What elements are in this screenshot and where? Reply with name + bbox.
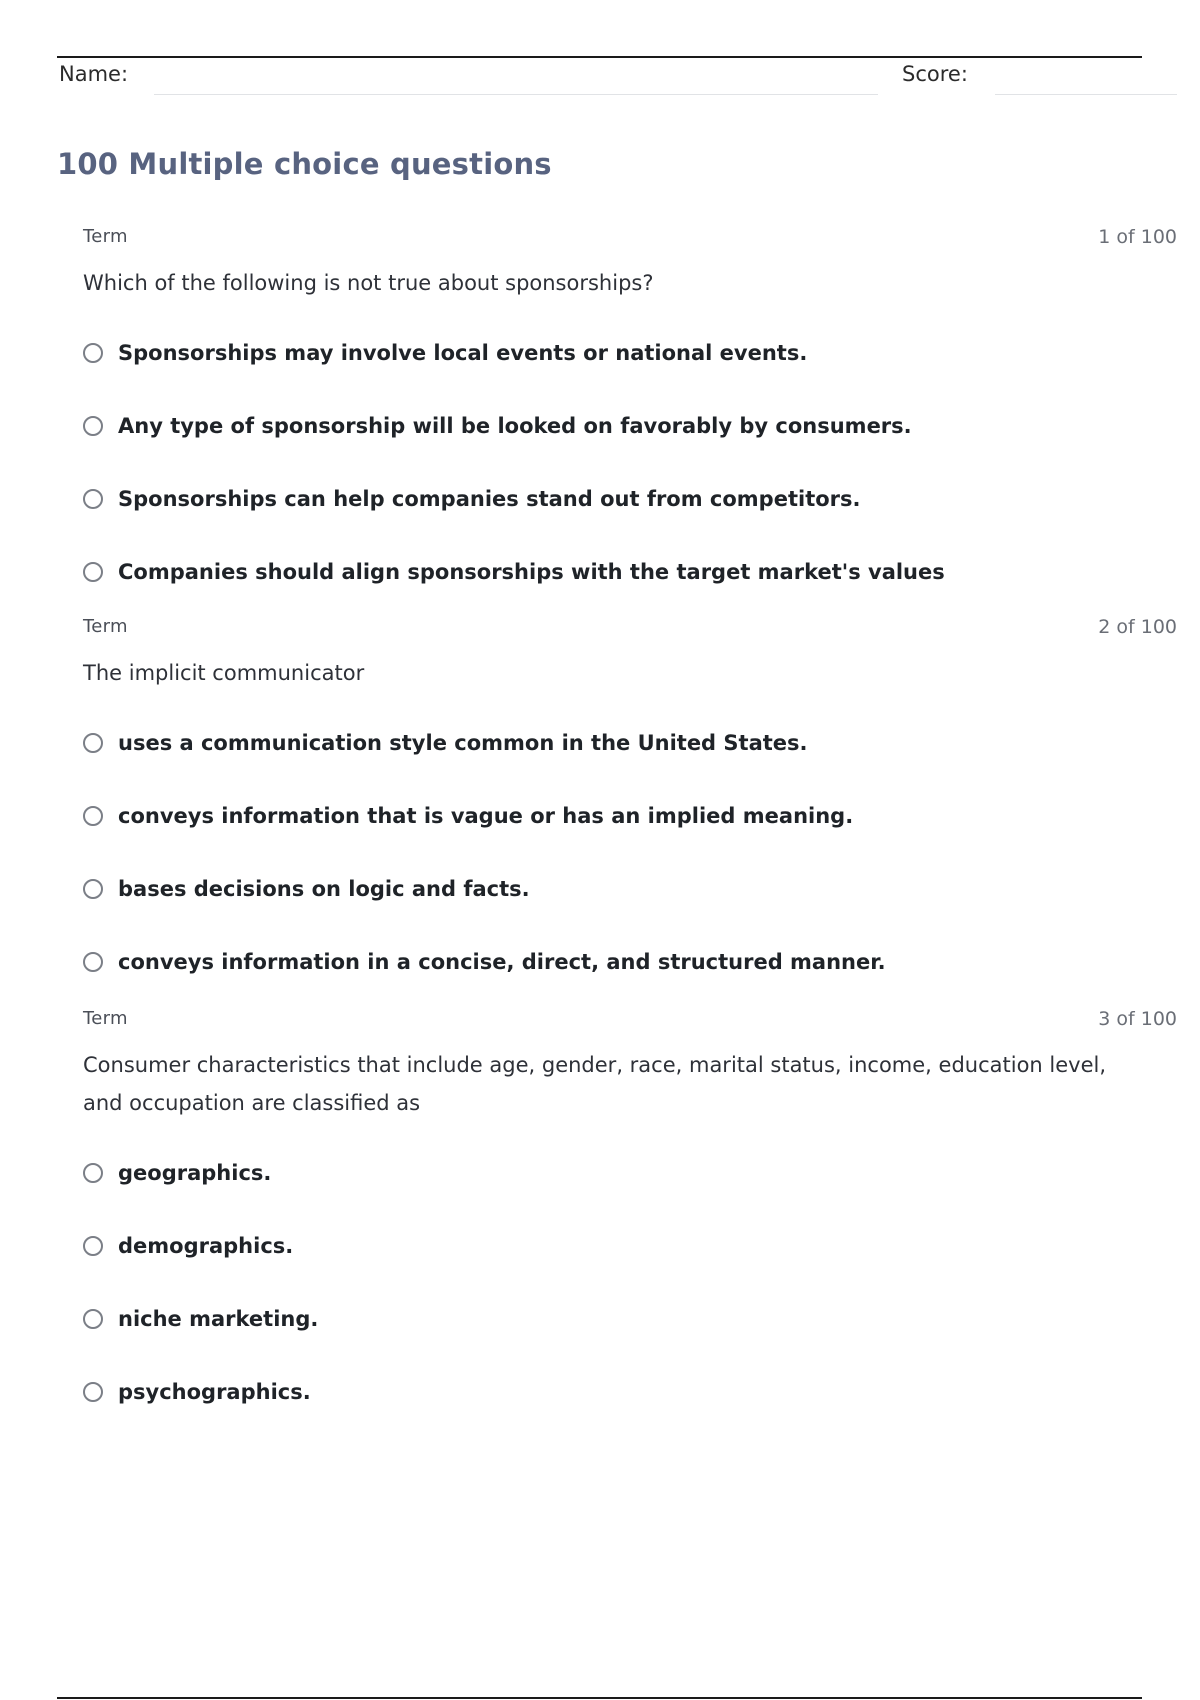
question-text: The implicit communicator <box>83 661 365 685</box>
name-label: Name: <box>59 62 129 86</box>
score-label: Score: <box>902 62 968 86</box>
option-label: bases decisions on logic and facts. <box>118 876 530 901</box>
radio-button[interactable] <box>83 952 103 972</box>
option-label: niche marketing. <box>118 1306 319 1331</box>
answer-option[interactable] <box>83 389 1177 462</box>
answer-option[interactable] <box>83 535 1177 608</box>
term-label: Term <box>83 616 128 637</box>
radio-button[interactable] <box>83 1236 103 1256</box>
answer-option[interactable] <box>83 706 1177 779</box>
question-counter: 1 of 100 <box>1098 226 1177 248</box>
score-field[interactable] <box>995 94 1177 95</box>
bottom-divider <box>57 1697 1142 1699</box>
radio-button[interactable] <box>83 562 103 582</box>
answer-option[interactable] <box>83 1282 1177 1355</box>
radio-button[interactable] <box>83 416 103 436</box>
question-counter: 3 of 100 <box>1098 1008 1177 1030</box>
option-label: conveys information that is vague or has an implied meaning. <box>118 803 854 828</box>
answer-option[interactable] <box>83 316 1177 389</box>
page-title: 100 Multiple choice questions <box>57 147 552 181</box>
option-label: Any type of sponsorship will be looked on favorably by consumers. <box>118 413 912 438</box>
options-list <box>83 316 1177 608</box>
answer-option[interactable] <box>83 779 1177 852</box>
question-2 <box>83 616 1177 998</box>
options-list <box>83 1136 1177 1428</box>
answer-option[interactable] <box>83 1209 1177 1282</box>
radio-button[interactable] <box>83 733 103 753</box>
answer-option[interactable] <box>83 852 1177 925</box>
question-text: Which of the following is not true about sponsorships? <box>83 271 654 295</box>
term-label: Term <box>83 1008 128 1029</box>
question-3 <box>83 1008 1177 1428</box>
top-divider <box>57 56 1142 58</box>
answer-option[interactable] <box>83 925 1177 998</box>
option-label: geographics. <box>118 1160 272 1185</box>
option-label: Sponsorships may involve local events or national events. <box>118 340 808 365</box>
option-label: conveys information in a concise, direct, and structured manner. <box>118 949 886 974</box>
option-label: psychographics. <box>118 1379 311 1404</box>
options-list <box>83 706 1177 998</box>
option-label: Companies should align sponsorships with the target market's values <box>118 559 945 584</box>
radio-button[interactable] <box>83 879 103 899</box>
radio-button[interactable] <box>83 343 103 363</box>
radio-button[interactable] <box>83 489 103 509</box>
answer-option[interactable] <box>83 1136 1177 1209</box>
option-label: demographics. <box>118 1233 294 1258</box>
radio-button[interactable] <box>83 1309 103 1329</box>
radio-button[interactable] <box>83 1163 103 1183</box>
radio-button[interactable] <box>83 806 103 826</box>
answer-option[interactable] <box>83 462 1177 535</box>
question-text: Consumer characteristics that include age, gender, race, marital status, income, education level, and occupation are classified as <box>83 1053 1107 1115</box>
question-counter: 2 of 100 <box>1098 616 1177 638</box>
term-label: Term <box>83 226 128 247</box>
question-1 <box>83 226 1177 608</box>
name-field[interactable] <box>154 94 878 95</box>
radio-button[interactable] <box>83 1382 103 1402</box>
option-label: uses a communication style common in the United States. <box>118 730 808 755</box>
answer-option[interactable] <box>83 1355 1177 1428</box>
option-label: Sponsorships can help companies stand out from competitors. <box>118 486 861 511</box>
